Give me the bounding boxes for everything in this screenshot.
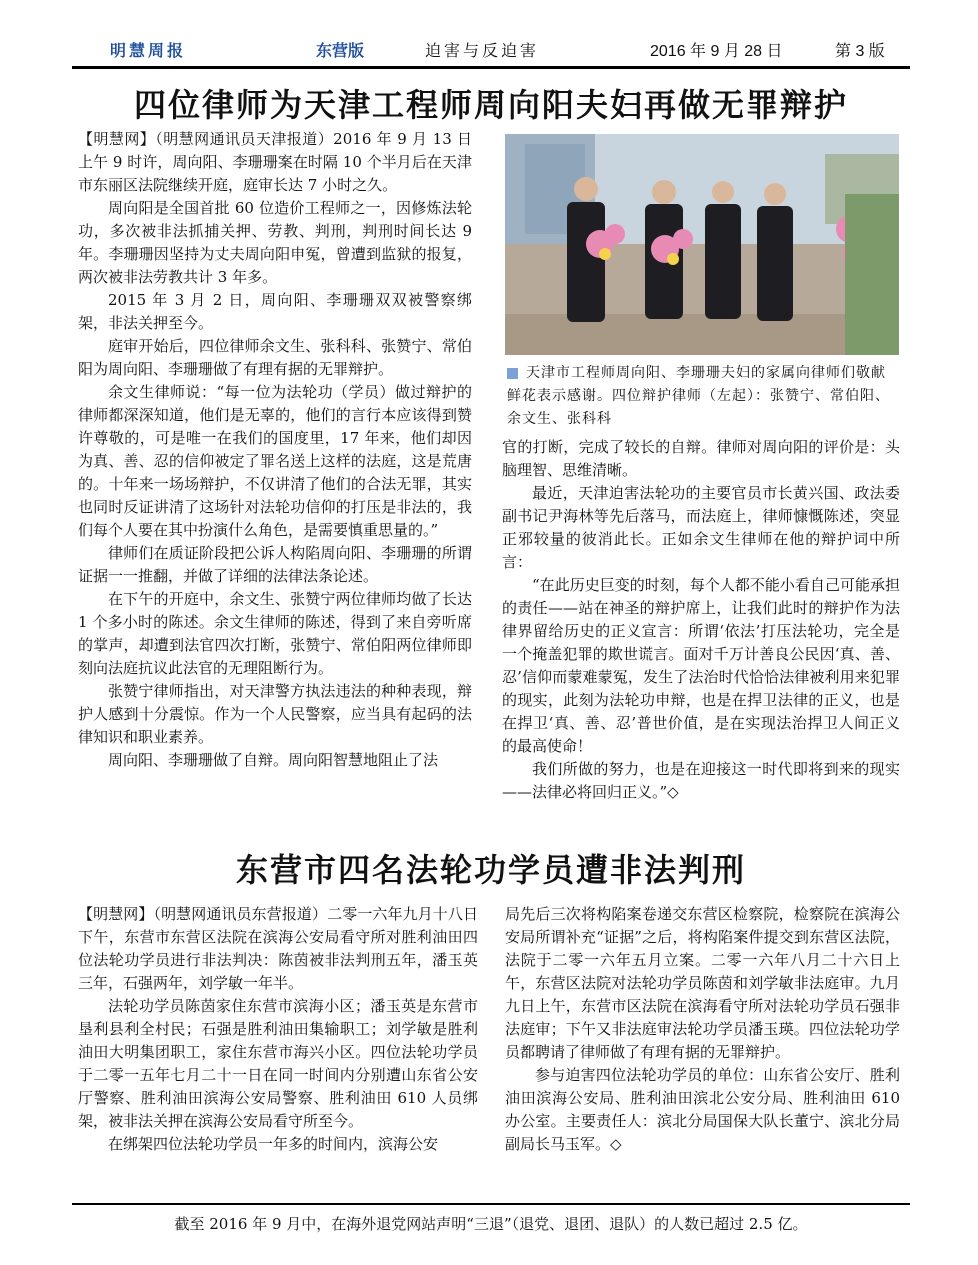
article2-paragraph: 参与迫害四位法轮功学员的单位：山东省公安厅、胜利油田滨海公安局、胜利油田滨北公安分局、胜利油田 610 办公室。主要责任人：滨北分局国保大队长董宁、滨北分局副局长马玉军。◇ <box>505 1066 900 1153</box>
page-number: 第 3 版 <box>835 43 885 60</box>
article1-paragraph: 我们所做的努力，也是在迎接这一时代即将到来的现实——法律必将回归正义。”◇ <box>502 760 900 801</box>
article2-paragraph: 在绑架四位法轮功学员一年多的时间内，滨海公安 <box>108 1135 439 1153</box>
article2-column-left <box>78 903 478 1156</box>
article1-paragraph: 律师们在质证阶段把公诉人构陷周向阳、李珊珊的所谓证据一一推翻，并做了详细的法律法条论述。 <box>78 544 472 585</box>
article2-title: 东营市四名法轮功学员遭非法判刑 <box>235 851 746 889</box>
article2-paragraph: 【明慧网】（明慧网通讯员东营报道）二零一六年九月十八日下午，东营市东营区法院在滨海公安局看守所对胜利油田四位法轮功学员进行非法判决：陈茵被非法判刑五年，潘玉英三年，石强两年，刘学敏一年半。 <box>78 905 478 992</box>
article1-column-right <box>502 436 900 804</box>
article2-paragraph: 局先后三次将构陷案卷递交东营区检察院，检察院在滨海公安局所谓补充“证据”之后，将构陷案件提交到东营区法院，法院于二零一六年五月立案。二零一六年八月二十六日上午，东营区法院对法轮功学员陈茵和刘学敏非法庭审。九月九日上午，东营市区法院在滨海看守所对法轮功学员石强非法庭审；下午又非法庭审法轮功学员潘玉瑛。四位法轮功学员都聘请了律师做了有理有据的无罪辩护。 <box>505 905 900 1061</box>
newspaper-name: 明慧周报 <box>110 41 187 60</box>
article1-paragraph: 张赞宁律师指出，对天津警方执法违法的种种表现，辩护人感到十分震惊。作为一个人民警察，应当具有起码的法律知识和职业素养。 <box>78 682 472 746</box>
footer-rule <box>72 1203 910 1205</box>
article1-paragraph: 周向阳、李珊珊做了自辩。周向阳智慧地阻止了法 <box>108 751 439 769</box>
photo-lawyers-flowers <box>505 134 899 355</box>
article1-column-left <box>78 128 472 772</box>
section-label: 迫害与反迫害 <box>425 41 540 60</box>
article1-paragraph: 最近，天津迫害法轮功的主要官员市长黄兴国、政法委副书记尹海林等先后落马，而法庭上，律师慷慨陈述，突显正邪较量的彼消此长。正如余文生律师在他的辩护词中所言： <box>502 484 900 571</box>
article1-paragraph: 庭审开始后，四位律师余文生、张科科、张赞宁、常伯阳为周向阳、李珊珊做了有理有据的无罪辩护。 <box>78 337 472 378</box>
article2-paragraph: 法轮功学员陈茵家住东营市滨海小区；潘玉英是东营市垦利县利全村民；石强是胜利油田集输职工；刘学敏是胜利油田大明集团职工，家住东营市海兴小区。四位法轮功学员于二零一五年七月二十一日在同一时间内分别遭山东省公安厅警察、胜利油田滨海公安局警察、胜利油田 610 人员绑架，被非法关押在滨海公安局看守所至今。 <box>78 997 478 1130</box>
article1-paragraph: “在此历史巨变的时刻，每个人都不能小看自己可能承担的责任——站在神圣的辩护席上，让我们此时的辩护作为法律界留给历史的正义宣言：所谓‘依法’打压法轮功，完全是一个掩盖犯罪的欺世谎言。面对千万计善良公民因‘真、善、忍’信仰而蒙难蒙冤，发生了法治时代恰恰法律被利用来犯罪的现实，此刻为法轮功申辩，也是在捍卫法律的正义，也是在捍卫‘真、善、忍’普世价值，是在实现法治捍卫人间正义的最高使命！ <box>502 576 900 755</box>
article1-paragraph: 官的打断，完成了较长的自辩。律师对周向阳的评价是：头脑理智、思维清晰。 <box>502 438 900 479</box>
photo-caption <box>507 362 899 431</box>
header-rule <box>72 66 910 69</box>
edition-label: 东营版 <box>316 41 365 60</box>
article1-paragraph: 余文生律师说：“每一位为法轮功（学员）做过辩护的律师都深深知道，他们是无辜的，他们的言行本应该得到赞许尊敬的，可是唯一在我们的国度里，17 年来，他们却因为真、善、忍的信仰被定了罪名送上这样的法庭，这是荒唐的。十年来一场场辩护，不仅讲清了他们的合法无罪，其实也同时反证讲清了这场针对法轮功信仰的打压是非法的，我们每个人要在其中扮演什么角色，是需要慎重思量的。” <box>78 383 472 539</box>
masthead <box>0 38 978 64</box>
caption-text: 天津市工程师周向阳、李珊珊夫妇的家属向律师们敬献鲜花表示感谢。四位辩护律师（左起）：张赞宁、常伯阳、余文生、张科科 <box>507 365 890 427</box>
article1-paragraph: 2015 年 3 月 2 日，周向阳、李珊珊双双被警察绑架，非法关押至今。 <box>78 291 472 332</box>
article1-paragraph: 在下午的开庭中，余文生、张赞宁两位律师均做了长达 1 个多小时的陈述。余文生律师的陈述，得到了来自旁听席的掌声，却遭到法官四次打断，张赞宁、常伯阳两位律师即刻向法庭抗议此法官的无理阻断行为。 <box>78 590 472 677</box>
issue-date: 2016 年 9 月 28 日 <box>650 43 783 60</box>
article1-paragraph: 【明慧网】（明慧网通讯员天津报道）2016 年 9 月 13 日上午 9 时许，周向阳、李珊珊案在时隔 10 个半月后在天津市东丽区法院继续开庭，庭审长达 7 小时之久。 <box>78 130 472 194</box>
article1-photo <box>505 134 899 355</box>
article1-paragraph: 周向阳是全国首批 60 位造价工程师之一，因修炼法轮功，多次被非法抓捕关押、劳教、判刑，判刑时间长达 9 年。李珊珊因坚持为丈夫周向阳申冤，曾遭到监狱的报复，两次被非法劳教共计 3 年多。 <box>78 199 472 286</box>
article2-column-right <box>505 903 900 1156</box>
footer-notice: 截至 2016 年 9 月中，在海外退党网站声明“三退”（退党、退团、退队）的人数已超过 2.5 亿。 <box>174 1215 808 1233</box>
article1-title: 四位律师为天津工程师周向阳夫妇再做无罪辩护 <box>133 86 848 124</box>
caption-marker-icon <box>507 368 518 379</box>
